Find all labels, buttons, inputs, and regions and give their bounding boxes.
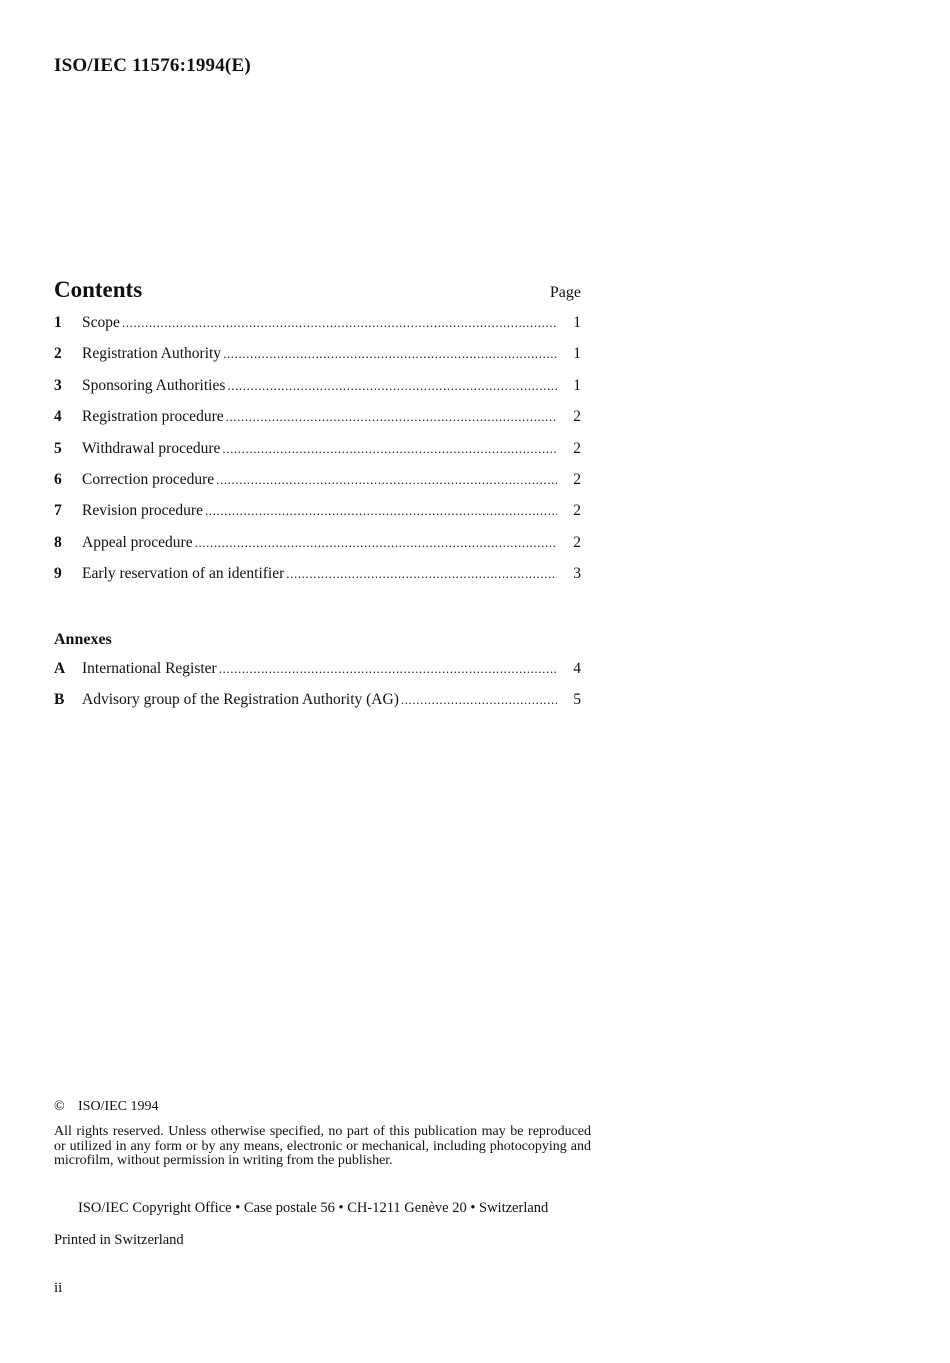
toc-entry-sponsoring-authorities[interactable] [54,377,581,408]
page-column-label: Page [549,284,581,301]
toc-title: Registration procedure [82,408,224,426]
toc-page: 2 [573,502,581,520]
toc-number: 9 [54,565,62,583]
toc-leader-dots [226,409,557,425]
toc-number: 8 [54,533,62,551]
toc-entry-annex-a[interactable] [54,660,581,691]
toc-leader-dots [286,566,557,582]
toc-leader-dots [205,503,557,519]
page-number: ii [54,1280,63,1296]
toc-title: Early reservation of an identifier [82,565,285,583]
toc-page: 4 [573,660,581,677]
toc-entry-scope[interactable] [54,314,581,345]
toc-page: 2 [573,470,581,488]
toc-entry-appeal-procedure[interactable] [54,534,581,565]
toc-number: B [54,691,65,709]
toc-title: International Register [82,660,217,677]
toc-title: Correction procedure [82,470,215,488]
toc-title: Sponsoring Authorities [82,376,226,394]
toc-entry-annex-b[interactable] [54,691,581,722]
toc-title: Appeal procedure [82,533,193,551]
toc-entry-correction-procedure[interactable] [54,471,581,502]
rights-statement: All rights reserved. Unless otherwise specified, no part of this publication may be reproduced or utilized in any form or by any means, electronic or mechanical, including photocopying and microfilm, without permission in writing from the publisher. [54,1124,591,1169]
toc-title: Withdrawal procedure [82,439,221,457]
document-id: ISO/IEC 11576:1994(E) [54,55,251,76]
toc-leader-dots [122,315,557,331]
toc-entry-withdrawal-procedure[interactable] [54,440,581,471]
toc-entry-registration-procedure[interactable] [54,408,581,439]
toc-page: 1 [573,345,581,363]
toc-page: 2 [573,408,581,426]
copyright-office-address: ISO/IEC Copyright Office • Case postale 56 • CH-1211 Genève 20 • Switzerland [78,1200,549,1216]
copyright-symbol: © [54,1099,65,1114]
toc-number: 5 [54,439,62,457]
printed-in: Printed in Switzerland [54,1232,184,1248]
toc-leader-dots [195,535,557,551]
toc-number: 6 [54,470,62,488]
toc-page: 3 [573,565,581,583]
contents-title: Contents [54,277,143,302]
toc-page: 5 [573,691,581,709]
annexes-list [54,660,581,723]
toc-title: Registration Authority [82,345,222,363]
contents-list [54,314,581,597]
toc-number: 7 [54,502,62,520]
toc-number: A [54,660,66,677]
toc-entry-registration-authority[interactable] [54,345,581,376]
toc-page: 2 [573,533,581,551]
toc-entry-early-reservation[interactable] [54,565,581,596]
toc-leader-dots [216,472,557,488]
toc-leader-dots [401,692,557,708]
toc-title: Scope [82,314,120,331]
toc-number: 1 [54,314,62,331]
copyright-holder: ISO/IEC 1994 [78,1099,159,1114]
toc-number: 4 [54,408,62,426]
toc-page: 1 [573,376,581,394]
toc-number: 3 [54,376,62,394]
toc-leader-dots [223,346,557,362]
toc-number: 2 [54,345,62,363]
toc-leader-dots [219,661,557,677]
toc-leader-dots [227,378,557,394]
copyright-notice [54,1099,159,1115]
toc-title: Advisory group of the Registration Authority (AG) [82,691,399,709]
contents-header [54,277,581,303]
toc-title: Revision procedure [82,502,203,520]
toc-page: 2 [573,439,581,457]
toc-leader-dots [222,441,557,457]
toc-page: 1 [573,314,581,331]
annexes-heading: Annexes [54,631,112,648]
toc-entry-revision-procedure[interactable] [54,502,581,533]
